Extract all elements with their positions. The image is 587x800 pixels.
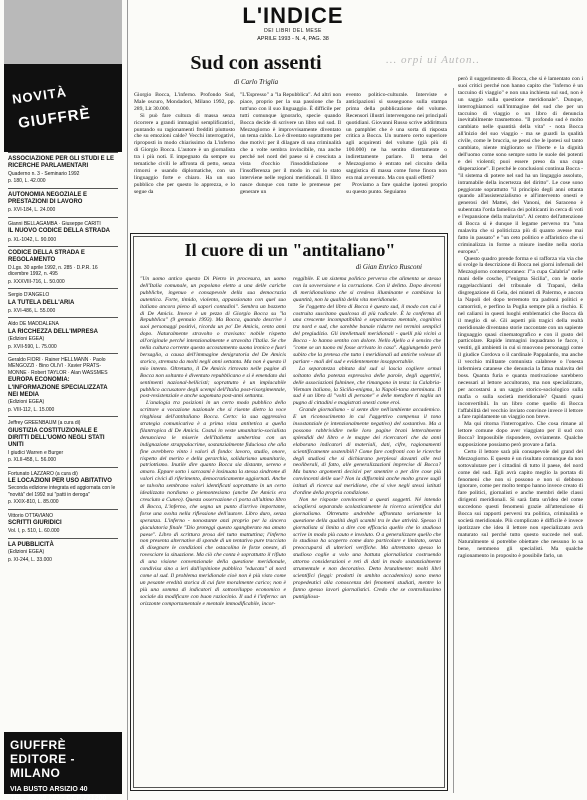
ad-book-entry <box>8 188 118 217</box>
ad-footer-brand: GIUFFRÈ EDITORE - MILANO <box>10 738 75 780</box>
paragraph: "Un uomo antico questo Di Pietro in procesura, un uomo dell'Italia comunale, un popolano eletto a una delle cariche pubbliche, ingenuo e consapevole della sua democrazia autentica. Forte, timido, violento, appassionato con quel suo italiano ancora pieno di sapori contadini". Sembra un bozzetto di De Amicis. Invece è un pezzo di Giorgio Bocca su "la Repubblica" (9 gennaio 1993). Ma Bocca, quando descrive i suoi personaggi positivi, ricorda un po' De Amicis, cento anni dopo. Naturalmente stravolto o travisato: nobile rispetto all'originale perché intenzionalmente e stravolta l'Italia. Se che nella cultura corrente questo accostamento suona ironico e fuori bersaglio, a causa dell'immagine denigratoria del De Amicis storico, stremata da molti negli anni settanta. Ma non è questo il mio intento. Oltretutto, il De Amicis ritrovato nelle pagine di Bocca non soltanto è diventato repubblicano e si è emendato dai sentimenti nazional-bellicisti; soprattutto è un implacabile pubblico accusatore degli scempi dell'Italia post-risorgimentale, post-resistenziale e anche sagomata post-anni settanta. <box>140 276 286 400</box>
ad-book-sub: (Edizioni EGEA) <box>8 549 45 556</box>
ad-book-title: CODICE DELLA STRADA E REGOLAMENTO <box>8 250 85 264</box>
paragraph: Ma qui ritorna l'interrogativo. Che cosa rimane al lettore comune dopo aver viaggiato per il sud con Bocca? Impossibile rispondere, ovviamente. Qualche supposizione possiamo però provare a farla. <box>458 421 583 449</box>
paragraph: "L'Espresso" a "la Repubblica". Ad altri non piace, proprio per la sua passione che fa tutt'uno con il suo linguaggio. È difficile per tutti comunque ignorarlo, specie quando Bocca decide di scrivere un libro sul sud. Il Mezzogiorno è improvvisamente diventato un tema caldo. Lo è diventato soprattutto per due motivi: per il dilagare di una criminalità che a volte sembra invincibile, ma anche perché nel nord del paese si è cresciuta a vista d'occhio l'insoddisfazione e l'insofferenza per il modo in cui lo stato interviene nelle regioni meridionali. Il libro nasce dunque con tutte le premesse per generare un <box>240 92 341 195</box>
ad-book-title: LA PUBBLICITÀ <box>8 541 54 548</box>
ad-book-title: SCRITTI GIURIDICI <box>8 520 62 527</box>
ad-book-entry <box>8 467 118 509</box>
paragraph: Proviamo a fare qualche ipotesi proprio su questo punto. Seguiamo <box>346 181 447 195</box>
ad-book-price: Vol. I, p. 510, L. 60.000 <box>8 528 60 535</box>
ad-book-sub: D.Lgs. 30 aprile 1992, n. 285 · D.P.R. 16 dicembre 1992, n. 495 <box>8 264 98 278</box>
ad-book-author: Vittorio OTTAVIANO <box>8 512 54 519</box>
giuffre-advertisement <box>4 0 122 800</box>
paragraph: Giorgio Bocca, L'inferno. Profondo Sud, Male oscuro, Mondadori, Milano 1992, pp. 289, Lit 30.000. <box>134 92 235 112</box>
ad-book-price: p. XXXVIII-716, L. 50.000 <box>8 278 65 285</box>
ad-book-entry <box>8 288 118 317</box>
ad-book-entry <box>8 152 118 188</box>
ad-book-sub: I giudici Warren e Burger <box>8 449 64 456</box>
article1-column-3 <box>346 92 447 230</box>
ad-book-sub: Quaderno n. 3 - Seminario 1992 <box>8 170 80 177</box>
column-rule <box>453 88 454 793</box>
ad-book-price: p. XI-244, L. 33.000 <box>8 556 52 563</box>
ad-book-price: p. XVI-184, L. 24.000 <box>8 207 56 214</box>
ad-book-title: EUROPA ECONOMIA: L'INFORMAZIONE SPECIALIZZATA NEI MEDIA <box>8 377 108 398</box>
ad-book-entry <box>8 353 118 416</box>
ghost-header: ... orpi ui Auton.. <box>386 54 480 66</box>
ad-book-entry <box>8 217 118 246</box>
article2-column-2 <box>293 276 441 784</box>
ad-book-author: Fortunato LAZZARO (a cura di) <box>8 470 78 477</box>
article1-column-1 <box>134 92 235 230</box>
ad-book-price: p. XLII-458, L. 56.000 <box>8 457 57 464</box>
ad-book-title: IL NUOVO CODICE DELLA STRADA <box>8 228 111 235</box>
ad-book-price: p. XVII-590, L. 75.000 <box>8 343 57 350</box>
paragraph: però il suggerimento di Bocca, che si è lamentato con i suoi critici perché non hanno capito che "inferno è un taccuino di viaggio" e non una inchiesta sul sud, non è un saggio sulla questione meridionale". Dunque, interroghiamoci sull'immagine del sud che per un taccuino di viaggio o un libro di denuncia inevitabilmente trasmettono. "Il profondo sud è molto cambiato nelle quantità della vita" - nota Bocca all'inizio del suo viaggio - ma se guardi la qualità civile, come le bruccia, se pensi che le ipotesi sul tanto cambiato, niente migliorato se l'iberte e la dignità dell'uomo come sono sempre sotto le suole dei potenti e dei violenti; puoi essere preso da una cupa disperazione". Il perché le conclusioni continua Bocca - "il sistema di potere nel sud ha un lingaggio assoluto, intramabile della incertezza del diritto". Le cose sono peggiorate soprattutto "il principio degli anni ottanta quando all'assistenzialismo e all'intervento onesti e generosi del Mattei, dei Vanoni, dei Saraceno è subentrata l'orda famelica dei politicanti in cerca di voti e l'espansione della malavita". Al centro dell'attenzione di Bocca si è dunque il legame perverso tra "una malavita che si politicizza più di quanto avesse mai fatto in passato" e "un ceto politico e affaristico che si criminalizza in forme a misure inedite nella storia europea". <box>458 76 583 255</box>
ad-banner-novita: NOVITÀ <box>11 84 68 107</box>
ad-book-price: p. XVI-486, L. 55.000 <box>8 307 56 314</box>
ad-book-title: ASSOCIAZIONE PER GLI STUDI E LE RICERCHE PARLAMENTARI <box>8 156 115 170</box>
article1-column-2 <box>240 92 341 230</box>
ad-book-title: GIUSTIZIA COSTITUZIONALE E DIRITTI DELL'UOMO NEGLI STATI UNITI <box>8 427 105 449</box>
ad-top-band <box>4 0 122 64</box>
ad-book-sub: Seconda edizione integrata ed aggiornata con le "novità" del 1992 sui "patti in deroga" <box>8 485 116 498</box>
ad-book-title: LA TUTELA DELL'ARIA <box>8 299 75 306</box>
paragraph: Questo quadro prende forma e si rafforza via via che si svolge la descrizione di Bocca nei giorni infernali del Mezzogiorno contemporaneo: l'"a cupa Calabria" nelle mani delle cosche, l'"enigma Sicilia", con le storie raggelacchianti del tribunale di Trapani, della disgregazione di Gela, dei misteri di Palermo, e ancora la Napoli del dopo terremoto tra padroni politici e camorristi, e perfino la Puglia sempre più a rischio. E nel caliarsi in questi luoghi emblematici che Bocca dà il meglio di sé. Gli aspetti più tragici della realtà meridionale diventano storie raccontate con un sapiente linguaggio quasi cinematografico e con il gusto del particolare. Rapide immagini inquadrano le facce, i vestiti, gli ambienti in cui si muovono personaggi come il giudice Cordova o il cardinale Pappalardo, ma anche il vecchio militante comunista calabrese o l'onesta infermiera catanese che denuncia la fatua malavita del boss. Quanta furia e quanta motivazione sarebbero necessari al lettore accultorato, ma non specializzato, per accostarsi a un saggio storico-sociologico sulla mafia o sulla società meridionale? Quanti quasi inconvertibili. In un libro come quello di Bocca l'affabilità del vecchio inviato convince invece il lettore a fare rapidamente un viaggio non breve. <box>458 255 583 421</box>
ad-book-author: Aldo DE MADDALENA <box>8 321 59 328</box>
ad-book-price: p. VIII-112, L. 15.000 <box>8 406 55 413</box>
ad-book-title: AUTONOMIA NEGOZIALE E PRESTAZIONI DI LAVORO <box>8 191 88 206</box>
ad-book-entry <box>8 317 118 353</box>
ad-book-author: Jeffrey GREENBAUM (a cura di) <box>8 420 81 427</box>
article2-byline: di Gian Enrico Rusconi <box>355 263 422 271</box>
ad-book-entry <box>8 416 118 466</box>
ad-book-price: p. XXIX-810, L. 85.000 <box>8 499 59 506</box>
paragraph: La separatezza abitata dal sud si lascia cogliere ormai soltanto della potenza espressiva delle parole, degli aggettivi, delle associazioni fulminee, che rimangono in testa: la Calabria-Vietnam italiano, la Sicilia-enigma, la Napoli-tana sterminata. Il sud è un libro di "volti di persone" e delle metafore ti taglia un pugno di cittadini e magistrati onesti come eroi. <box>293 365 441 407</box>
article2-column-1 <box>140 276 286 784</box>
ad-book-entry <box>8 246 118 288</box>
ad-book-entry <box>8 538 118 566</box>
ad-book-sub: (Edizioni EGEA) <box>8 336 45 343</box>
masthead-tagline: DEI LIBRI DEL MESE <box>264 28 322 34</box>
paragraph: evento politico-culturale. Interviste e anticipazioni si susseguono sulla stampa prima della pubblicazione del volume. Recensori illustri intervengono nei principali quotidiani. Giovanni Russo scrive addirittura un pamphlet che è una sorta di risposta critica a Bocca. Un numero certo superiore agli acquirenti del volume (già più di 100.000) ne ha sentito direttamente o indirettamente parlare. Il tema del Mezzogiorno è entrato nel circuito della saggistica di massa come forse finora non era mai avvenuto. Ma con quali effetti? <box>346 92 447 181</box>
masthead-issue: APRILE 1993 - N. 4, PAG. 38 <box>257 36 329 42</box>
paragraph: Certo il lettore sarà più consapevole del grand del Mezzogiorno. E questo è un risultato comunque da non sottovalutare per i cittadini di tutto il paese, del nord come del sud. Egli avrà capito meglio la portata di fenomeni che non si possono e non si debbono ignorare, come per molto tempo hanno invece creato di fare politici, giornalisti e anche membri delle classi dirigenti meridionali. Si sarà fatta un'idea del come succedono questi fenomeni grazie all'attenzione di Bocca sui rapporti perversi tra politica, criminalità e società meridionale. Più complicato è difficile è invece ipotizzare che idea il lettore non specializzato avrà maturato sul perché tutto questo succede nel sud. Naturalmente si potrebbe obiettare che nessuno lo sa bene, nemmeno gli specialisti. Ma qualche ragionamento in proposito è possibile farlo, un <box>458 448 583 559</box>
ad-book-entry <box>8 509 118 538</box>
masthead <box>228 4 358 46</box>
ad-book-price: p. 180, L. 42.000 <box>8 178 46 185</box>
ad-book-author: Gianni BELLAGAMBA · Giuseppe CARITI <box>8 220 101 227</box>
ad-footer-telephone: TEL. 30089.290 · CCP 721200 <box>10 795 107 800</box>
paragraph: Non ne risposte convincenti a questi soggetti. Né intendo sciogliersi separando scolasticamente la ricerca scientifica dal giornalismo. Oltretutto andrebbe affrontata seriamente la questione della qualità degli scambi tra le due attività. Spesso il giornalista si limita a dire con efficacia quello che lo studioso scrive in modo più cauto e involuto. O a generalizzare quello che lo studioso ha scoperto come dato particolare e limitato, senza preoccuparsi di ulteriori verifiche. Ma altrettanto spesso lo studioso coglie a volo una battuta giornalistica costruendo attorno considerazioni e reti di dati in modo sostanzialmente strumentale e non decorativo. Detto brutalmente: molti libri scientifici (leggi: prodotti in ambito accademico) sono meno propedeutici alla conoscenza dei fenomeni studiati, mentre lo fanno spesso lavori giornalistici. Credo che se controllassimo puntigliosa- <box>293 497 441 600</box>
ad-banner-giuffre: GIUFFRÈ <box>17 105 92 132</box>
paragraph: Se l'oggetto del libro di Bocca è questo sud, il modo con cui è costruita suscitano qualcosa di più radicale. È la conferma di una crescente incompatibilità e separatezza mentale, cognitiva tra nord e sud, che sarebbe banale ridurre nei termini semplici del pregiudizio. Gli intellettuali meridionali - quelli più vicini a Bocca - lo hanno sentito con dolore. Nello Ajello a è sensito che "come se un tuono mi fosse arrivato in casa". Aggiungendo però subito che la pretesa che tutto i meridionali ad antiche volesse di parlare - mali del sud e evidentemente insopportabile. <box>293 303 441 365</box>
paragraph: L'analogia tra posizioni in un certo modo pubblico dello scrittore a vocazione nazionale che si risente dietro la voce ringhiosa dell'antitaliano Bocca. Certo: la sua aggressiva strategia comunicativa è a prima vista antitetica a quella filantropica di De Amicis. Costui in veste umanitario-socialista denunciava le miserie dell'Italietta umbertina con un indignazione strappalacrime, sostanzialmente fiduciosa che alla fine avrebbero vinto i valori di fondo: lavoro, studio, onore, rispetto del merito e della gerarchia, solidarismo umanitario, patriottismo. Inutile dire quanto Bocca sia distante, sereno e amaro. Eppure sotto i sarcasmi è insinuata la stessa sindrome di valori civici di riferimento, democraticamente aggiornati. Anche se talvolta sembrano valori identificati soprattutto in un certo idealizzato nordismo o piemontesismo (anche De Amicis era cresciuto a Cuneo). Questa osservazione ci porta all'ultimo libro di Bocca, L'inferno, che segna un punto d'arrivo importante, forse una svolta nella riflessione dell'autore. Libro duro, senza speranza. L'inferno - nonostante anzi proprio per la sincera giaculatoria finale "Dio proteggi questo sgangherato ma amato paese". Libro di scrittura prosa del tutto mattuttina; l'inferno non presenta alternative di sponde di un tentativo pure tracciato di disegnare le condizioni che ostacolino le forze oneste, di rovesciare la situazione. Ma ciò che conta è soprattutto il rifiuto di una visione convenzionale della questione meridionale, condivisa sino a ieri dall'opinione pubblica "educata" al nord come al sud. Il problema meridionale cioè non è più visto come un pesante eredità storica di cui fare moralmente carico; non è più una somma di indicatori di sottosviluppo economico e sociale da modificare con buon raziocinio. Il sud è l'inferno: un orizzonte comportamentale e mentale immodificabile, incor- <box>140 400 286 607</box>
article1-column-4 <box>458 76 583 791</box>
paragraph: Si può fare cultura di massa senza ricorrere a grandi immagini semplificatrici, puntando su ragionamenti fredditi piuttosto che su emozioni calde? Vecchi interrogativi, riproposti in modo chiarissimo da L'inferno di Giorgio Bocca. L'autore è un giornalista tra i più noti. E impegnato da sempre su tematiche civili le affronta di petto, senza rimorsi e usando diplomatiche, con un linguaggio forte e chiaro. Ha un suo pubblico che per questo lo apprezza, e lo segue da <box>134 112 235 195</box>
ad-book-sub: (Edizioni EGEA) <box>8 399 45 406</box>
ad-book-author: Geraldo FIORI · Rainer HELLMANN · Paolo MENGOZZI · Bino OLIVI · Xavier PRATS-MONNE · Robert TAYLOR · Alan WASSMES <box>8 356 108 376</box>
ad-book-list <box>4 152 122 566</box>
article1-title: Sud con assenti <box>190 52 322 74</box>
article2-title: Il cuore di un "antitaliano" <box>184 240 396 260</box>
ad-book-title: LE LOCAZIONI PER USO ABITATIVO <box>8 478 112 485</box>
paragraph: Grande giornalismo - si sente dire nell'ambiente accademico. E un riconoscimento in cui l'aggettivo compensa il tono insostanziale (e intenzionalmente negativo) del sostantivo. Ma a possono rabbrividire nelle loro pagine brani letteralmente splendidi del libro e le mappe dei ricercatori che da anni elaborano indicatori di materiali, dati, cifre, ragionamenti scientificamente sostenibili? Come fare confronti con le ricerche degli studiosi che si dichiarano perplessi davanti alle tesi neoliberali, di fatto, alle generalizzazioni imprecise di Bocca? Ma hanno argomenti decisivi per smentire o per dire cose più convincenti delle sue? Non la difformità anche molto grave sugli istituti di ricerca sul meridione, che si vive negli stessi istituti d'ordine della propria condizione. <box>293 407 441 497</box>
masthead-logo: L'INDICE <box>242 3 344 28</box>
article1-byline: di Carlo Triglia <box>233 78 279 86</box>
ad-footer <box>4 732 122 800</box>
ad-footer-address: VIA BUSTO ARSIZIO 40 <box>10 786 88 793</box>
column-rule <box>127 0 128 800</box>
paragraph: reggibile. E un sistema politico perverso che alimenta se stesso con la sovversione e la corruzione. Con il delitto. Dopo decenni di meridionalismo che si credeva illuminante e cambiava la quantità, non la qualità della vita meridionale. <box>293 276 441 303</box>
ad-book-title: LA RICCHEZZA DELL'IMPRESA <box>8 328 98 335</box>
ad-banner <box>4 64 122 152</box>
ad-book-author: Sergio D'ANGELO <box>8 292 50 299</box>
ad-book-price: p. XL-1042, L. 90.000 <box>8 236 57 243</box>
